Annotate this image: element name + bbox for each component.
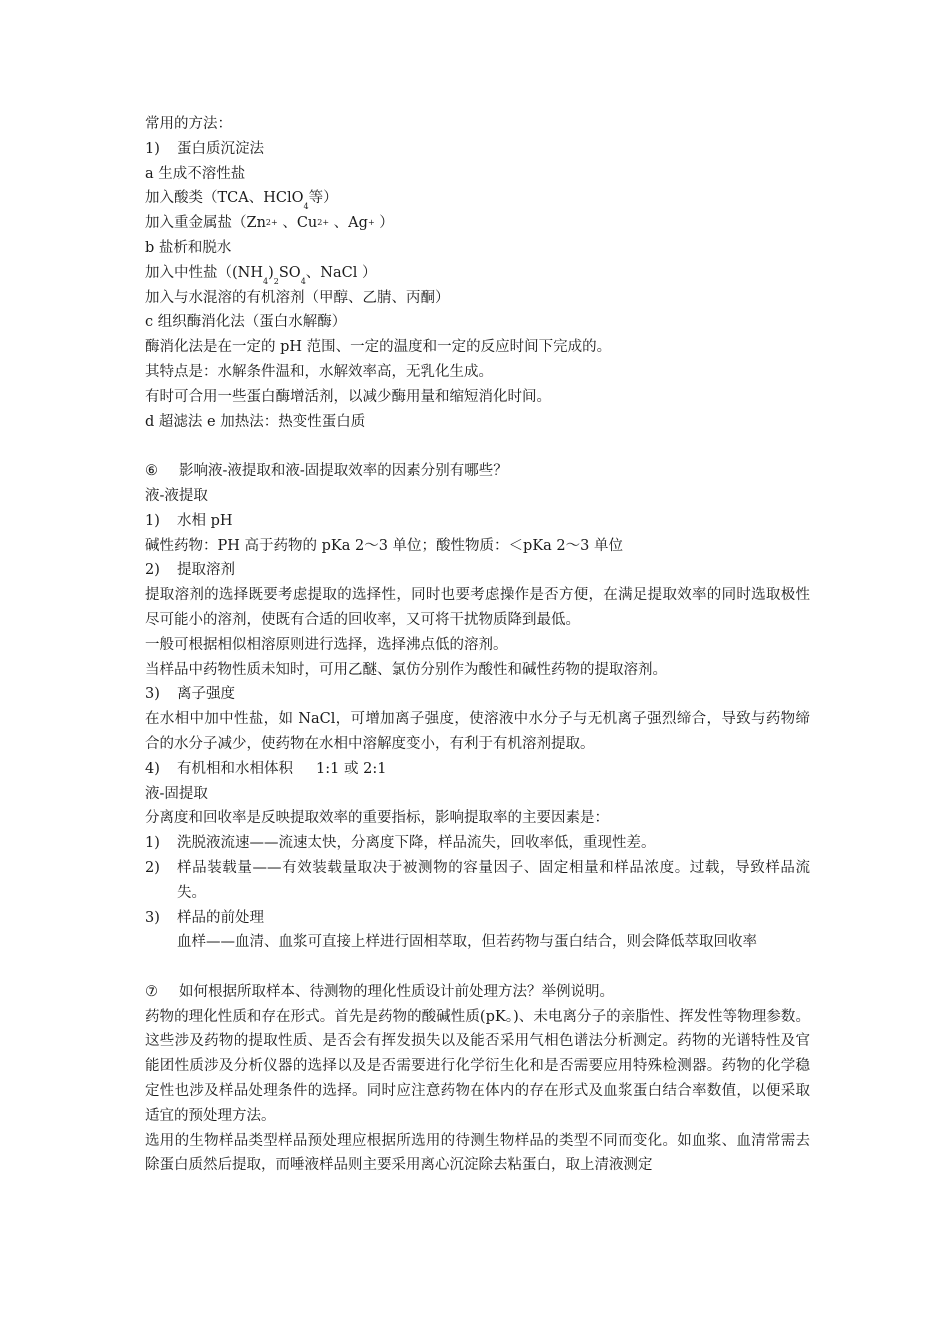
text-line: 有时可合用一些蛋白酶增活剂，以减少酶用量和缩短消化时间。: [145, 388, 551, 405]
text-line: 一般可根据相似相溶原则进行选择，选择沸点低的溶剂。: [145, 636, 508, 653]
list-text: 离子强度: [177, 686, 235, 703]
list-number: 2): [145, 859, 160, 876]
list-item: [145, 137, 810, 162]
blank-line: [145, 955, 810, 980]
superscript: 2+: [265, 218, 278, 228]
text-span: ): [268, 264, 274, 281]
list-number: 1): [145, 512, 160, 529]
list-item: [145, 906, 810, 931]
list-item: [145, 831, 810, 856]
text-line: a 生成不溶性盐: [145, 165, 246, 182]
list-item: [145, 682, 810, 707]
question-number: ⑥: [145, 463, 158, 480]
subscript: 4: [303, 202, 309, 212]
text-span: 加入中性盐（(NH: [145, 264, 263, 281]
text-line: 加入与水混溶的有机溶剂（甲醇、乙腈、丙酮）: [145, 289, 450, 306]
list-number: 3): [145, 909, 160, 926]
text-span: 等）: [308, 190, 338, 207]
section-title: 液-液提取: [145, 487, 208, 504]
text-span: 加入重金属盐（Zn: [145, 215, 266, 232]
text-span: 、Ag: [329, 215, 368, 232]
question-heading: [145, 459, 810, 484]
list-number: 4): [145, 760, 160, 777]
text-span: ）: [374, 215, 394, 232]
list-item: [145, 856, 810, 906]
list-text: 水相 pH: [177, 512, 233, 529]
text-span: 、NaCl ）: [305, 264, 377, 281]
text-span: 、Cu: [277, 215, 318, 232]
text-line: [145, 211, 810, 236]
list-text: 样品装载量——有效装载量取决于被测物的容量因子、固定相量和样品浓度。过载，导致样品流失。: [177, 859, 810, 901]
text-span: SO: [278, 264, 301, 281]
text-line: 分离度和回收率是反映提取效率的重要指标，影响提取率的主要因素是：: [145, 810, 609, 827]
list-item: [145, 509, 810, 534]
blank-line: [145, 434, 810, 459]
section-title: 液-固提取: [145, 785, 208, 802]
list-item: [145, 757, 810, 782]
list-text: 有机相和水相体积 1:1 或 2:1: [177, 760, 387, 777]
paragraph: 药物的理化性质和存在形式。首先是药物的酸碱性质(pK。)、未电离分子的亲脂性、挥发性等物理参数。这些涉及药物的提取性质、是否会有挥发损失以及能否采用气相色谱法分析测定。药物的光谱特性及官能团性质涉及分析仪器的选择以及是否需要进行化学衍生化和是否需要应用特殊检测器。药物的化学稳定性也涉及样品处理条件的选择。同时应注意药物在体内的存在形式及血浆蛋白结合率数值，以便采取适宜的预处理方法。: [145, 1008, 810, 1124]
paragraph: 提取溶剂的选择既要考虑提取的选择性，同时也要考虑操作是否方便，在满足提取效率的同时选取极性尽可能小的溶剂，使既有合适的回收率，又可将干扰物质降到最低。: [145, 587, 810, 628]
superscript: 2+: [317, 218, 330, 228]
paragraph: 选用的生物样品类型样品预处理应根据所选用的待测生物样品的类型不同而变化。如血浆、血清常需去除蛋白质然后提取，而唾液样品则主要采用离心沉淀除去粘蛋白，取上清液测定: [145, 1132, 810, 1174]
superscript: +: [367, 218, 375, 228]
text-line: [145, 186, 810, 211]
question-text: 影响液-液提取和液-固提取效率的因素分别有哪些？: [179, 463, 508, 480]
text-line: d 超滤法 e 加热法：热变性蛋白质: [145, 413, 366, 430]
text-span: 加入酸类（TCA、HClO: [145, 190, 304, 207]
list-text: 提取溶剂: [177, 562, 235, 579]
question-number: ⑦: [145, 983, 158, 1000]
text-line: c 组织酶消化法（蛋白水解酶）: [145, 314, 347, 331]
paragraph: 在水相中加中性盐，如 NaCl，可增加离子强度，使溶液中水分子与无机离子强烈缔合，导致与药物缔合的水分子减少，使药物在水相中溶解度变小，有利于有机溶剂提取。: [145, 711, 810, 752]
text-line: b 盐析和脱水: [145, 239, 232, 256]
subscript: 2: [273, 276, 279, 286]
list-number: 3): [145, 686, 160, 703]
text-line: 常用的方法：: [145, 116, 232, 132]
text-line: 其特点是：水解条件温和，水解效率高，无乳化生成。: [145, 363, 493, 380]
text-line: 当样品中药物性质未知时，可用乙醚、氯仿分别作为酸性和碱性药物的提取溶剂。: [145, 661, 667, 678]
list-number: 1): [145, 835, 160, 852]
list-number: 2): [145, 562, 160, 579]
list-text: 蛋白质沉淀法: [177, 140, 264, 157]
subscript: 4: [263, 276, 269, 286]
document-page: [145, 112, 810, 1178]
paragraph: 血样——血清、血浆可直接上样进行固相萃取，但若药物与蛋白结合，则会降低萃取回收率: [177, 934, 757, 951]
text-line: 碱性药物：PH 高于药物的 pKa 2～3 单位；酸性物质：＜pKa 2～3 单位: [145, 537, 623, 554]
text-line: [145, 261, 810, 286]
list-item: [145, 558, 810, 583]
question-heading: [145, 980, 810, 1005]
text-line: 酶消化法是在一定的 pH 范围、一定的温度和一定的反应时间下完成的。: [145, 339, 612, 356]
list-number: 1): [145, 140, 160, 157]
list-text: 洗脱液流速——流速太快，分离度下降，样品流失，回收率低，重现性差。: [177, 835, 656, 852]
list-text: 样品的前处理: [177, 909, 264, 926]
question-text: 如何根据所取样本、待测物的理化性质设计前处理方法？举例说明。: [179, 983, 614, 1000]
subscript: 4: [300, 276, 306, 286]
